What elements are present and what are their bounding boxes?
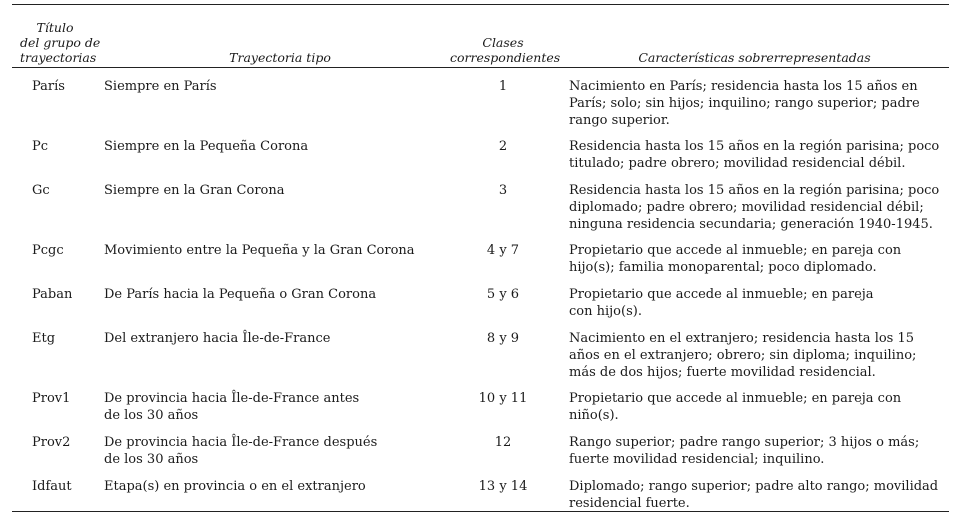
row-clases: 5 y 6 [486,287,520,302]
row-caracteristicas-line: Rango superior; padre rango superior; 3 hijos o más; [569,435,920,450]
row-group-title: Prov2 [32,435,71,450]
row-trayectoria [104,434,454,468]
row-trayectoria [104,138,454,155]
table-header [12,5,949,67]
row-trayectoria [104,78,454,95]
row-trayectoria-line: Siempre en la Gran Corona [104,183,285,198]
header-trayectoria: Trayectoria tipo [229,50,331,65]
row-caracteristicas [569,330,954,381]
row-trayectoria-line: De París hacia la Pequeña o Gran Corona [104,287,377,302]
row-group-title: París [32,79,65,94]
row-caracteristicas-line: Propietario que accede al inmueble; en pareja [569,287,874,302]
row-trayectoria-line: Del extranjero hacia Île-de-France [104,331,331,346]
row-caracteristicas-line: rango superior. [569,113,670,128]
row-clases: 12 [494,435,512,450]
row-trayectoria [104,390,454,424]
row-trayectoria-line: Movimiento entre la Pequeña y la Gran Corona [104,243,415,258]
row-clases: 10 y 11 [478,391,528,406]
row-trayectoria-line: De provincia hacia Île-de-France antes [104,391,360,406]
header-title-line: Título [36,20,74,35]
row-trayectoria [104,182,454,199]
row-group-title: Idfaut [32,479,72,494]
table-body [12,68,949,511]
header-clases-line: correspondientes [450,50,561,65]
row-caracteristicas-line: años en el extranjero; obrero; sin diploma; inquilino; [569,348,917,363]
row-caracteristicas-line: Diplomado; rango superior; padre alto rango; movilidad [569,479,939,494]
row-trayectoria [104,478,454,495]
row-caracteristicas-line: fuerte movilidad residencial; inquilino. [569,452,825,467]
header-clases [450,35,561,65]
row-trayectoria [104,330,454,347]
row-caracteristicas-line: Propietario que accede al inmueble; en pareja con [569,243,902,258]
header-clases-line: Clases [482,35,524,50]
row-trayectoria-line: de los 30 años [104,452,199,467]
row-caracteristicas-line: hijo(s); familia monoparental; poco diplomado. [569,260,877,275]
row-caracteristicas [569,390,954,424]
row-clases: 8 y 9 [486,331,520,346]
row-group-title: Pcgc [32,243,64,258]
row-group-title: Gc [32,183,50,198]
row-caracteristicas-line: más de dos hijos; fuerte movilidad residencial. [569,365,876,380]
row-caracteristicas-line: titulado; padre obrero; movilidad residencial débil. [569,156,906,171]
row-trayectoria-line: Etapa(s) en provincia o en el extranjero [104,479,366,494]
row-caracteristicas-line: niño(s). [569,408,619,423]
row-group-title: Pc [32,139,49,154]
row-trayectoria-line: Siempre en la Pequeña Corona [104,139,309,154]
row-caracteristicas-line: Propietario que accede al inmueble; en pareja con [569,391,902,406]
row-group-title: Prov1 [32,391,71,406]
row-caracteristicas [569,478,954,512]
row-trayectoria-line: De provincia hacia Île-de-France después [104,435,378,450]
row-caracteristicas-line: residencial fuerte. [569,496,690,511]
row-trayectoria-line: de los 30 años [104,408,199,423]
row-caracteristicas [569,138,954,172]
row-caracteristicas-line: diplomado; padre obrero; movilidad residencial débil; [569,200,924,215]
header-title [20,20,101,65]
row-trayectoria [104,242,454,259]
row-clases: 4 y 7 [486,243,520,258]
trajectory-table [12,4,949,512]
header-caracteristicas: Características sobrerrepresentadas [638,50,871,65]
row-caracteristicas-line: Nacimiento en el extranjero; residencia hasta los 15 [569,331,915,346]
row-caracteristicas-line: Nacimiento en París; residencia hasta los 15 años en [569,79,918,94]
row-caracteristicas [569,434,954,468]
row-trayectoria [104,286,454,303]
row-caracteristicas-line: París; solo; sin hijos; inquilino; rango superior; padre [569,96,920,111]
row-caracteristicas-line: Residencia hasta los 15 años en la región parisina; poco [569,183,940,198]
row-caracteristicas-line: ninguna residencia secundaria; generación 1940-1945. [569,217,933,232]
row-clases: 13 y 14 [478,479,528,494]
row-caracteristicas [569,286,954,320]
row-trayectoria-line: Siempre en París [104,79,217,94]
row-caracteristicas [569,242,954,276]
header-title-line: del grupo de [20,35,101,50]
header-title-line: trayectorias [20,50,97,65]
row-caracteristicas [569,182,954,233]
row-group-title: Paban [32,287,73,302]
row-caracteristicas [569,78,954,129]
row-clases: 3 [498,183,508,198]
row-clases: 2 [498,139,508,154]
row-group-title: Etg [32,331,56,346]
row-clases: 1 [498,79,508,94]
row-caracteristicas-line: Residencia hasta los 15 años en la región parisina; poco [569,139,940,154]
row-caracteristicas-line: con hijo(s). [569,304,642,319]
